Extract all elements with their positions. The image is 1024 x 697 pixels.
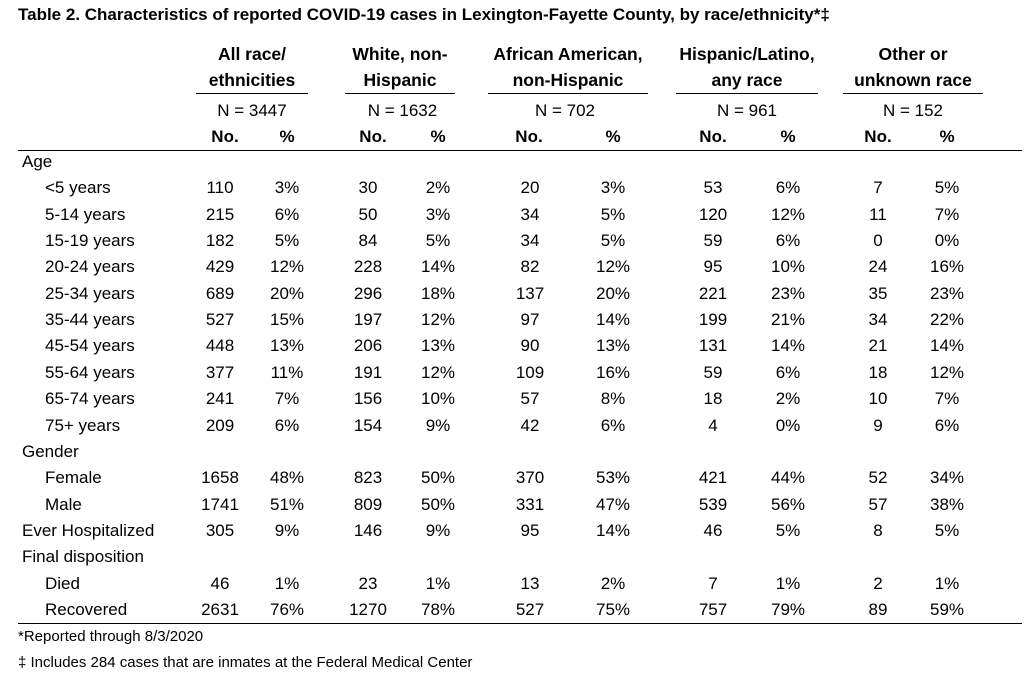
- cell-count: 197: [353, 310, 383, 330]
- cell-count: 377: [205, 362, 235, 382]
- cell-count: 429: [205, 257, 235, 277]
- table-row: [0, 336, 1024, 362]
- row-label: Age: [22, 152, 53, 171]
- cell-percent: 7%: [934, 204, 960, 224]
- cell-count: 331: [515, 494, 545, 514]
- row-label: 20-24 years: [45, 257, 135, 277]
- cell-percent: 47%: [595, 494, 631, 514]
- cell-percent: 9%: [274, 520, 300, 540]
- cell-count: 221: [698, 283, 728, 303]
- footnote-inmates: ‡ Includes 284 cases that are inmates at the Federal Medical Center: [18, 654, 473, 671]
- cell-percent: 1%: [425, 573, 451, 593]
- cell-count: 57: [520, 389, 540, 409]
- header-line2: Hispanic: [345, 67, 455, 94]
- cell-count: 9: [873, 415, 883, 435]
- cell-count: 34: [520, 204, 540, 224]
- cell-percent: 14%: [420, 257, 456, 277]
- header-other: [843, 41, 983, 94]
- cell-count: 823: [353, 468, 383, 488]
- cell-percent: 6%: [775, 362, 801, 382]
- cell-count: 109: [515, 362, 545, 382]
- header-line2: unknown race: [843, 67, 983, 94]
- header-no: No.: [864, 127, 892, 146]
- row-label: Recovered: [45, 599, 128, 619]
- cell-percent: 12%: [595, 257, 631, 277]
- header-pct: %: [279, 127, 295, 146]
- cell-percent: 12%: [929, 362, 965, 382]
- cell-percent: 78%: [420, 599, 456, 619]
- row-label: Final disposition: [22, 547, 144, 567]
- header-pct: %: [780, 127, 796, 146]
- cell-count: 18: [703, 389, 723, 409]
- cell-count: 2: [873, 573, 883, 593]
- cell-count: 206: [353, 336, 383, 356]
- cell-count: 1741: [201, 494, 239, 514]
- header-line1: All race/: [217, 44, 287, 64]
- cell-count: 95: [703, 257, 723, 277]
- table-row: [0, 521, 1024, 547]
- cell-count: 52: [868, 468, 888, 488]
- cell-percent: 5%: [775, 520, 801, 540]
- cell-percent: 10%: [420, 389, 456, 409]
- cell-count: 97: [520, 310, 540, 330]
- row-label: Died: [45, 573, 80, 593]
- cell-percent: 11%: [270, 362, 304, 382]
- cell-percent: 8%: [600, 389, 626, 409]
- cell-percent: 16%: [929, 257, 965, 277]
- cell-count: 305: [205, 520, 235, 540]
- cell-percent: 14%: [595, 310, 631, 330]
- table-title: Table 2. Characteristics of reported COVID-19 cases in Lexington-Fayette County, by race/ethnicity*‡: [18, 5, 830, 24]
- cell-count: 4: [708, 415, 718, 435]
- cell-count: 527: [515, 599, 545, 619]
- cell-count: 527: [205, 310, 235, 330]
- cell-count: 1270: [349, 599, 387, 619]
- cell-count: 82: [520, 257, 540, 277]
- header-n-white: N = 1632: [367, 101, 438, 120]
- cell-percent: 13%: [269, 336, 305, 356]
- row-label: Gender: [22, 441, 79, 461]
- cell-percent: 5%: [274, 231, 300, 251]
- cell-count: 11: [869, 204, 887, 224]
- cell-count: 7: [708, 573, 718, 593]
- header-pct: %: [605, 127, 621, 146]
- table-row: [0, 205, 1024, 231]
- row-label: 35-44 years: [45, 310, 135, 330]
- header-no: No.: [699, 127, 727, 146]
- cell-count: 95: [520, 520, 540, 540]
- cell-count: 46: [210, 573, 230, 593]
- cell-count: 59: [703, 362, 723, 382]
- header-line1: Other or: [878, 44, 948, 64]
- row-label: Male: [45, 494, 82, 514]
- table-row: [0, 152, 1024, 178]
- cell-percent: 20%: [269, 283, 305, 303]
- cell-percent: 50%: [420, 468, 456, 488]
- cell-percent: 23%: [929, 283, 965, 303]
- cell-percent: 2%: [600, 573, 626, 593]
- table-row: [0, 257, 1024, 283]
- cell-percent: 6%: [934, 415, 960, 435]
- table-row: [0, 178, 1024, 204]
- cell-percent: 1%: [934, 573, 960, 593]
- table-row: [0, 495, 1024, 521]
- cell-percent: 16%: [595, 362, 631, 382]
- header-no: No.: [515, 127, 543, 146]
- cell-percent: 3%: [425, 204, 451, 224]
- cell-count: 1658: [201, 468, 239, 488]
- header-n-all: N = 3447: [217, 101, 287, 120]
- cell-count: 57: [868, 494, 888, 514]
- table-row: [0, 442, 1024, 468]
- cell-percent: 23%: [770, 283, 806, 303]
- header-line1: Hispanic/Latino,: [679, 44, 815, 64]
- table-row: [0, 231, 1024, 257]
- row-label: Ever Hospitalized: [22, 520, 155, 540]
- cell-count: 156: [353, 389, 383, 409]
- cell-percent: 53%: [595, 468, 631, 488]
- cell-count: 215: [205, 204, 235, 224]
- table-row: [0, 574, 1024, 600]
- cell-count: 120: [698, 204, 728, 224]
- cell-count: 59: [703, 231, 723, 251]
- cell-count: 2631: [201, 599, 239, 619]
- cell-percent: 6%: [600, 415, 626, 435]
- cell-percent: 22%: [929, 310, 965, 330]
- cell-percent: 9%: [425, 520, 451, 540]
- cell-count: 154: [353, 415, 383, 435]
- cell-percent: 14%: [595, 520, 631, 540]
- cell-percent: 12%: [269, 257, 305, 277]
- header-white: [345, 41, 455, 94]
- cell-percent: 34%: [929, 468, 965, 488]
- cell-count: 90: [520, 336, 540, 356]
- cell-percent: 5%: [425, 231, 451, 251]
- cell-count: 199: [698, 310, 728, 330]
- cell-percent: 50%: [420, 494, 456, 514]
- cell-percent: 13%: [595, 336, 631, 356]
- cell-count: 370: [515, 468, 545, 488]
- cell-percent: 2%: [425, 178, 451, 198]
- cell-percent: 13%: [420, 336, 456, 356]
- cell-count: 0: [873, 231, 883, 251]
- cell-count: 110: [206, 178, 234, 198]
- cell-count: 20: [520, 178, 540, 198]
- row-label: 45-54 years: [45, 336, 135, 356]
- cell-count: 421: [698, 468, 728, 488]
- cell-percent: 12%: [420, 310, 456, 330]
- header-line1: White, non-: [352, 44, 448, 64]
- cell-count: 209: [205, 415, 235, 435]
- cell-count: 10: [868, 389, 888, 409]
- table-row: [0, 468, 1024, 494]
- cell-count: 131: [698, 336, 728, 356]
- cell-count: 757: [698, 599, 728, 619]
- cell-count: 809: [353, 494, 383, 514]
- row-label: 15-19 years: [45, 231, 135, 251]
- footnote-reported: *Reported through 8/3/2020: [18, 628, 204, 645]
- header-line2: non-Hispanic: [488, 67, 648, 94]
- table-row: [0, 547, 1024, 573]
- row-label: 65-74 years: [45, 389, 135, 409]
- cell-count: 53: [703, 178, 723, 198]
- cell-percent: 7%: [934, 389, 960, 409]
- cell-percent: 1%: [274, 573, 300, 593]
- cell-percent: 5%: [934, 520, 960, 540]
- table-row: [0, 363, 1024, 389]
- cell-count: 137: [515, 283, 545, 303]
- row-label: <5 years: [45, 178, 111, 198]
- cell-count: 34: [520, 231, 540, 251]
- cell-percent: 12%: [770, 204, 806, 224]
- cell-count: 228: [353, 257, 383, 277]
- cell-percent: 0%: [775, 415, 801, 435]
- cell-count: 182: [205, 231, 235, 251]
- table-row: [0, 416, 1024, 442]
- cell-count: 8: [873, 520, 883, 540]
- cell-percent: 9%: [425, 415, 451, 435]
- header-divider: [18, 150, 1022, 151]
- header-line2: any race: [676, 67, 818, 94]
- header-pct: %: [939, 127, 955, 146]
- cell-count: 689: [205, 283, 235, 303]
- table-row: [0, 310, 1024, 336]
- cell-count: 296: [353, 283, 383, 303]
- row-label: 75+ years: [45, 415, 121, 435]
- cell-percent: 10%: [770, 257, 806, 277]
- cell-percent: 21%: [770, 310, 806, 330]
- cell-count: 42: [520, 415, 540, 435]
- cell-count: 84: [358, 231, 378, 251]
- cell-count: 13: [520, 573, 540, 593]
- cell-percent: 59%: [929, 599, 965, 619]
- header-n-other: N = 152: [882, 101, 943, 120]
- cell-count: 21: [868, 336, 888, 356]
- cell-count: 46: [703, 520, 723, 540]
- cell-percent: 2%: [775, 389, 801, 409]
- cell-percent: 5%: [600, 231, 626, 251]
- cell-percent: 1%: [775, 573, 801, 593]
- cell-percent: 14%: [929, 336, 965, 356]
- cell-percent: 76%: [269, 599, 305, 619]
- cell-percent: 6%: [775, 178, 801, 198]
- cell-count: 23: [358, 573, 378, 593]
- cell-count: 241: [205, 389, 235, 409]
- cell-percent: 44%: [770, 468, 806, 488]
- cell-percent: 20%: [595, 283, 631, 303]
- cell-percent: 3%: [600, 178, 626, 198]
- header-n-african-american: N = 702: [534, 101, 595, 120]
- cell-count: 50: [358, 204, 378, 224]
- cell-percent: 3%: [274, 178, 300, 198]
- header-pct: %: [430, 127, 446, 146]
- cell-count: 30: [358, 178, 378, 198]
- header-line1: African American,: [493, 44, 643, 64]
- table-row: [0, 284, 1024, 310]
- row-label: 5-14 years: [45, 204, 126, 224]
- cell-count: 539: [698, 494, 728, 514]
- cell-percent: 6%: [274, 415, 300, 435]
- cell-count: 89: [868, 599, 888, 619]
- row-label: Female: [45, 468, 102, 488]
- cell-percent: 75%: [595, 599, 631, 619]
- cell-count: 7: [873, 178, 883, 198]
- header-all-races: [196, 41, 308, 94]
- row-label: 25-34 years: [45, 283, 135, 303]
- header-no: No.: [211, 127, 239, 146]
- table-bottom-border: [18, 623, 1022, 624]
- header-african-american: [488, 41, 648, 94]
- cell-percent: 56%: [770, 494, 806, 514]
- cell-count: 191: [353, 362, 383, 382]
- cell-percent: 6%: [274, 204, 300, 224]
- cell-percent: 79%: [770, 599, 806, 619]
- cell-count: 35: [868, 283, 888, 303]
- cell-percent: 48%: [269, 468, 305, 488]
- cell-percent: 15%: [269, 310, 305, 330]
- cell-count: 24: [868, 257, 888, 277]
- header-hispanic: [676, 41, 818, 94]
- cell-percent: 12%: [420, 362, 456, 382]
- header-n-hispanic: N = 961: [716, 101, 777, 120]
- row-label: 55-64 years: [45, 362, 135, 382]
- cell-count: 18: [868, 362, 888, 382]
- table-row: [0, 389, 1024, 415]
- cell-percent: 14%: [770, 336, 806, 356]
- cell-count: 34: [868, 310, 888, 330]
- cell-count: 146: [353, 520, 383, 540]
- cell-count: 448: [205, 336, 235, 356]
- cell-percent: 6%: [775, 231, 801, 251]
- cell-percent: 51%: [269, 494, 305, 514]
- cell-percent: 5%: [600, 204, 626, 224]
- cell-percent: 38%: [929, 494, 965, 514]
- header-line2: ethnicities: [196, 67, 308, 94]
- cell-percent: 18%: [420, 283, 456, 303]
- cell-percent: 5%: [934, 178, 960, 198]
- header-no: No.: [359, 127, 387, 146]
- cell-percent: 0%: [934, 231, 960, 251]
- cell-percent: 7%: [274, 389, 300, 409]
